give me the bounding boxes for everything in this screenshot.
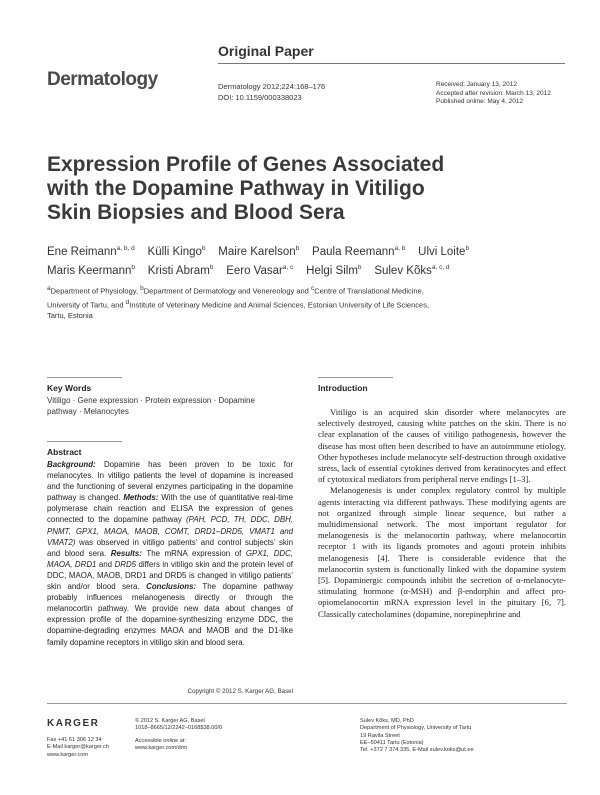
contact-dept: Department of Physiology, University of Tartu (360, 725, 472, 732)
intro-paragraph: Vitiligo is an acquired skin disorder where melanocytes are selectively destroyed, causing white patches on the skin. There is no clear explanation of the causes of vitiligo pathogenesis, however the disease has most often been described to have an autoimmune etiology. Other hypotheses include melanocyte self-destruction through oxidative stress, lack of essential cytokines derived from keratinocytes and effect of cytotoxical mediators from peripheral nerve endings [1–3]. (318, 407, 566, 485)
abstract-results-label: Results: (110, 548, 142, 558)
author-name: Maris Keermann (47, 264, 132, 277)
affil-text: Centre of Translational Medicine, (314, 286, 424, 296)
correspondence (360, 718, 474, 754)
footer-rule (47, 703, 567, 704)
author-affil: b (357, 263, 362, 271)
abstract-methods-text: With the use of quantitative real-time polymerase chain reaction and ELISA the expression of genes connected to the dopamine pathway (47, 493, 293, 525)
author-name: Helgi Silm (306, 264, 358, 277)
intro-paragraph: Melanogenesis is under complex regulatory control by multiple agents interacting via different pathways. These modifying agents are not organized through simple linear sequence, but rather a multidimensional network. The most important regulator for melanogenesis is the melanocortin pathway, where melanocortin receptor 1 with its ligands promotes and agouti protein inhibits melanogenesis [4]. There is considerable evidence that the melanocortin system is functionally linked with the dopamine system [5]. Dopaminergic compounds inhibit the secretion of α-melanocyte-stimulating hormone (α-MSH) and β-endorphin and affect pro-opiomelanocortin mRNA expression level in the pituitary [6, 7]. Classically catecholamines (dopamine, norepinephrine and (318, 485, 566, 619)
dates-block (436, 81, 551, 107)
keywords-line: pathway · Melanocytes (47, 407, 129, 416)
author-affil: b (201, 245, 206, 252)
abstract-results-gene: DRD5 (114, 559, 137, 569)
affiliations (47, 283, 567, 321)
publisher-logo: KARGER (47, 718, 100, 729)
abstract-results-text: differs in vitiligo skin and the protein level of DDC, MAOA, MAOB, DRD1 and DRD5 is changed in vitiligo patients’ skin and/or blood sera. (47, 559, 293, 592)
affil-marker: b (140, 285, 144, 292)
author-name: Ulvi Loite (418, 245, 466, 258)
author-affil: b (131, 263, 135, 271)
keywords-rule (47, 377, 122, 378)
footer-copyright: © 2012 S. Karger AG, Basel (135, 718, 205, 724)
received-date: Received: January 13, 2012 (436, 81, 517, 88)
abstract-background-label: Background: (47, 460, 96, 469)
affil-line (47, 297, 567, 311)
footer-access-link[interactable]: www.karger.com/drm (135, 744, 188, 751)
author-affil: a, c (282, 263, 294, 271)
affil-line: Tartu, Estonia (47, 311, 93, 320)
abstract-results-and: and (96, 559, 115, 569)
affil-marker: d (125, 298, 130, 306)
author-affil: b (209, 263, 214, 271)
affil-text: Department of Dermatology and Venereology and (143, 286, 309, 296)
affil-marker: c (310, 285, 315, 292)
intro-heading: Introduction (318, 383, 368, 393)
affil-text: Department of Physiology, (50, 286, 139, 296)
title-line: Expression Profile of Genes Associated (47, 153, 445, 176)
doi-line: DOI: 10.1159/000338023 (218, 93, 302, 102)
publisher-contact (47, 737, 109, 759)
publisher-copyright (135, 718, 222, 752)
citation-line: Dermatology 2012;224:168–176 (218, 82, 326, 91)
header-rule (218, 63, 565, 64)
keywords-heading: Key Words (47, 383, 92, 393)
accepted-date: Accepted after revision: March 13, 2012 (436, 89, 551, 97)
contact-street: 19 Ravila Street (360, 732, 400, 739)
author-affil: b (295, 245, 300, 252)
keywords-line: Vitiligo · Gene expression · Protein expression · Dopamine (47, 396, 255, 405)
publisher-fax: Fax +41 61 306 12 34 (47, 737, 102, 743)
author-name: Paula Reemann (312, 245, 395, 258)
abstract-body (47, 459, 293, 648)
publisher-web[interactable]: www.karger.com (47, 751, 89, 758)
keywords-list (47, 395, 292, 417)
abstract-results-genes: GPX1, DDC, MAOA, DRD1 (47, 548, 293, 569)
affil-line (47, 283, 567, 297)
intro-rule (318, 377, 393, 378)
title-line: with the Dopamine Pathway in Vitiligo (47, 177, 425, 200)
abstract-methods-text: was observed in vitiligo patients’ and control subjects’ skin and blood sera. (47, 537, 293, 558)
footer-access-label: Accessible online at: (135, 737, 186, 744)
author-name: Ene Reimann (47, 245, 117, 258)
affil-marker: a (47, 285, 51, 292)
publisher-email[interactable]: E-Mail karger@karger.ch (47, 744, 109, 751)
affil-text: Institute of Veterinary Medicine and Animal Sciences, Estonian University of Life Sciences, (129, 300, 430, 309)
title-line: Skin Biopsies and Blood Sera (47, 201, 345, 224)
abstract-conclusions-text: The dopamine pathway probably influences melanogenesis directly or through the melanocortin pathway. We provide new data about changes of expression profile of the dopamine-synthesizing enzyme DDC, the dopamine-degrading enzymes MAOA and MAOB and the D1-like family dopamine receptors in vitiligo skin and blood sera. (47, 582, 293, 647)
author-name: Eero Vasar (226, 264, 283, 277)
abstract-heading: Abstract (47, 447, 82, 457)
author-name: Külli Kingo (147, 245, 202, 258)
section-label: Original Paper (218, 43, 314, 59)
citation-block (218, 81, 325, 103)
contact-name: Sulev Kõks, MD, PhD (360, 718, 414, 724)
author-name: Kristi Abram (147, 264, 210, 277)
abstract-methods-label: Methods: (123, 493, 159, 503)
author-affil: b (465, 245, 470, 252)
journal-name: Dermatology (47, 69, 158, 90)
intro-body (318, 407, 566, 620)
abstract-conclusions-label: Conclusions: (146, 582, 197, 592)
abstract-rule (47, 441, 122, 442)
author-name: Sulev Kõks (374, 264, 432, 277)
affil-text: University of Tartu, and (47, 300, 124, 309)
author-name: Maire Karelson (218, 245, 296, 258)
author-list (47, 241, 567, 279)
contact-tel: Tel. +372 7 374 335, E-Mail sulev.koks@ut.ee (360, 747, 474, 754)
author-affil: a, b, d (116, 245, 135, 252)
author-line (47, 241, 567, 260)
abstract-methods-genes: (PAH, PCD, TH, DDC, DBH, PNMT, GPX1, MAOA, MAOB, COMT, DRD1–DRD5, VMAT1 and VMAT2) (47, 515, 293, 547)
copyright-line: Copyright © 2012 S. Karger AG, Basel (187, 688, 293, 695)
author-affil: a, b (394, 245, 406, 252)
abstract-results-text: The mRNA expression of (141, 548, 246, 558)
author-affil: a, c, d (431, 263, 450, 271)
author-line (47, 260, 567, 279)
published-date: Published online: May 4, 2012 (436, 98, 524, 105)
abstract-background-text: Dopamine has been proven to be toxic for melanocytes. In vitiligo patients the level of dopamine is increased and the functioning of several enzymes participating in the dopamine pathway is changed. (47, 460, 293, 503)
article-title (47, 153, 567, 225)
footer-issn: 1018–8665/12/2242–0168$38.00/0 (135, 725, 223, 732)
contact-city: EE–50411 Tartu (Estonia) (360, 739, 424, 746)
